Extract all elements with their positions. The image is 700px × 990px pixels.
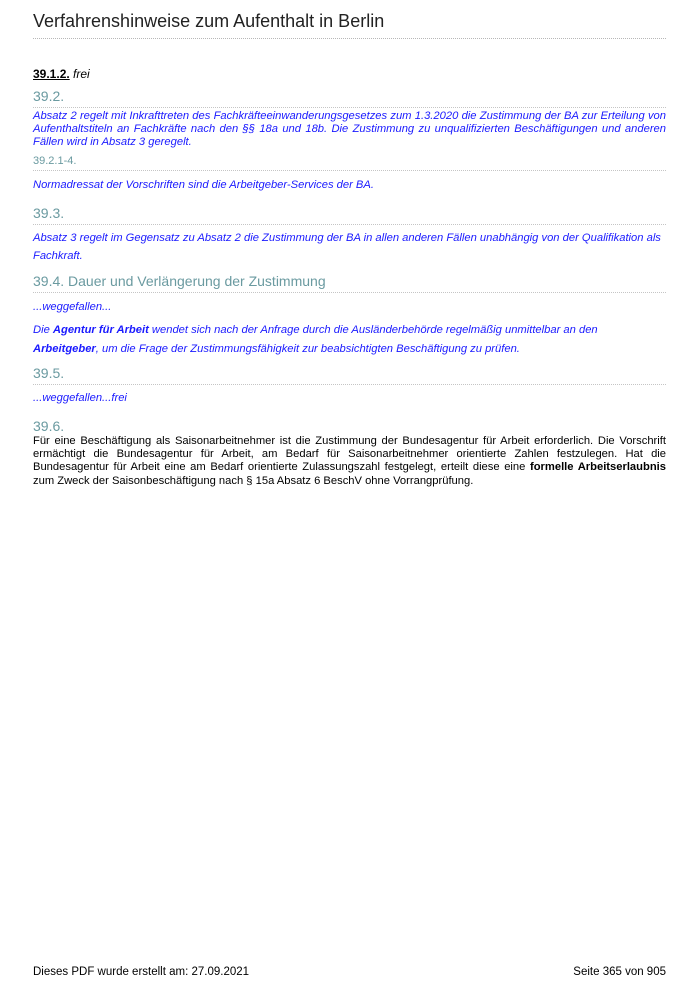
document-page	[33, 0, 666, 488]
text: Die	[33, 324, 53, 337]
paragraph-39-6	[33, 435, 666, 488]
bold-agency: Agentur für Arbeit	[52, 324, 149, 337]
bold-work-permit: formelle Arbeitserlaubnis	[529, 461, 666, 474]
heading-39-4: 39.4. Dauer und Verlängerung der Zustimmung	[33, 273, 666, 293]
page-number: Seite 365 von 905	[573, 966, 666, 978]
paragraph-39-2: Absatz 2 regelt mit Inkrafttreten des Fachkräfteeinwanderungsgesetzes zum 1.3.2020 die Zustimmung der BA zur Erteilung von Aufenthaltstiteln an Fachkräfte nach den §§ 18a und 18b. Die Zustimmung zu unqualifizierten Beschäftigungen und anderen Fällen wird in Absatz 3 geregelt.	[33, 110, 666, 149]
text: zum Zweck der Saisonbeschäftigung nach § 15a Absatz 6 BeschV ohne Vorrangprüfung.	[33, 474, 474, 487]
section-number: 39.1.2.	[33, 67, 70, 81]
paragraph-39-3: Absatz 3 regelt im Gegensatz zu Absatz 2 die Zustimmung der BA in allen anderen Fällen unabhängig von der Qualifikation als Fachkraft.	[33, 231, 661, 263]
heading-39-5: 39.5.	[33, 365, 666, 385]
removed-note-39-4: ...weggefallen...	[33, 301, 112, 314]
paragraph-39-2-1-4: Normadressat der Vorschriften sind die Arbeitgeber-Services der BA.	[33, 178, 374, 191]
text: , um die Frage der Zustimmungsfähigkeit zur beabsichtigten Beschäftigung zu prüfen.	[95, 342, 520, 355]
created-date: Dieses PDF wurde erstellt am: 27.09.2021	[33, 966, 250, 978]
section-39-1-2	[33, 67, 666, 81]
heading-39-6: 39.6.	[33, 417, 65, 434]
heading-39-3: 39.3.	[33, 205, 666, 225]
text: wendet sich nach der Anfrage durch die Ausländerbehörde regelmäßig unmittelbar an den	[148, 324, 598, 337]
page-header: Verfahrenshinweise zum Aufenthalt in Berlin	[33, 11, 666, 39]
paragraph-39-5: ...weggefallen...frei	[33, 391, 127, 404]
heading-39-2: 39.2.	[33, 88, 666, 108]
paragraph-39-4	[33, 321, 666, 357]
page-footer	[33, 966, 666, 978]
text: Für eine Beschäftigung als Saisonarbeitnehmer ist die Zustimmung der Bundesagentur für Arbeit erforderlich. Die Vorschrift ermächtigt die Bundesagentur für Arbeit, am Bedarf für Saisonarbeitnehmer orientierte Zahlen festzulegen. Hat die Bundesagentur für Arbeit eine am Bedarf orientierte Zulassungszahl festgelegt, erteilt diese eine	[33, 434, 666, 474]
bold-employer: Arbeitgeber	[33, 342, 96, 355]
heading-39-2-1-4: 39.2.1-4.	[33, 155, 666, 171]
section-status: frei	[73, 67, 90, 81]
